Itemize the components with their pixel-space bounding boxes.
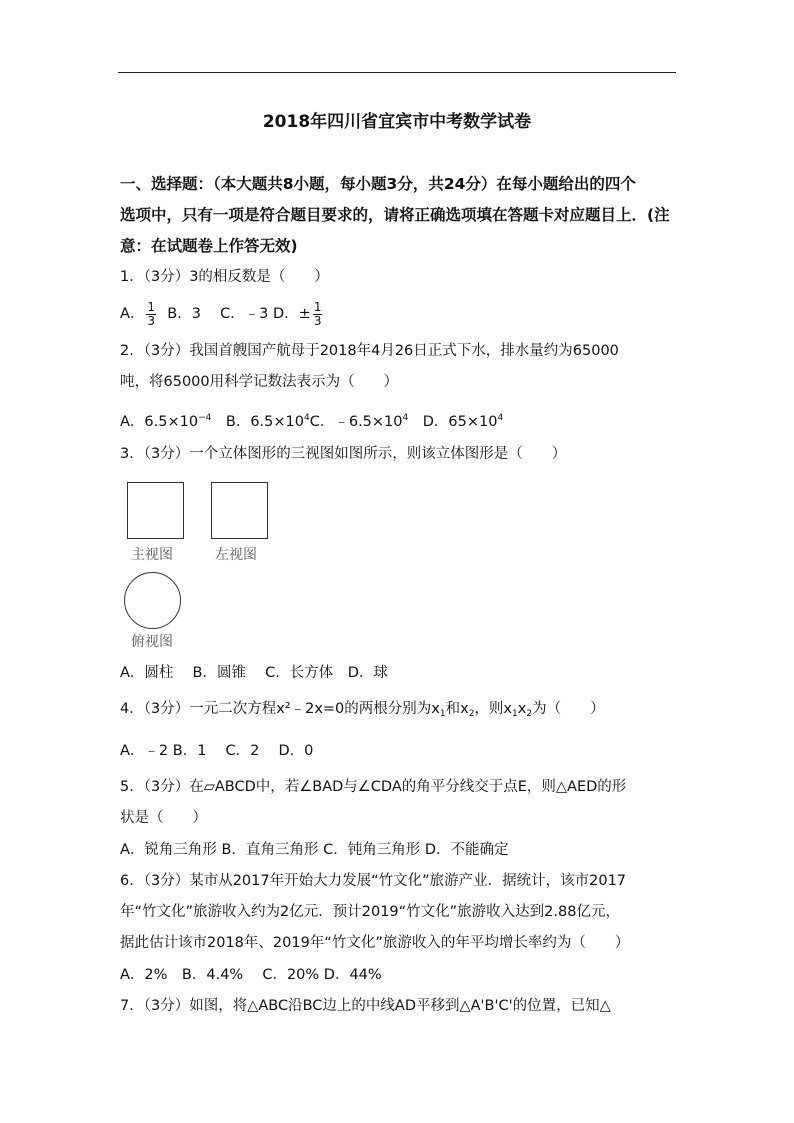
q4-text-3: ，则x	[474, 701, 513, 717]
question-1-options	[120, 300, 324, 328]
q4-subscript: 2	[468, 709, 475, 719]
section-heading-line1: 一、选择题：（本大题共8小题，每小题3分，共24分）在每小题给出的四个	[120, 175, 636, 193]
top-view-label: 俯视图	[131, 634, 173, 650]
header-rule	[118, 72, 676, 73]
question-4-stem	[120, 699, 605, 724]
page-title: 2018年四川省宜宾市中考数学试卷	[262, 112, 532, 132]
question-2-line1: 2．（3分）我国首艘国产航母于2018年4月26日正式下水，排水量约为65000	[120, 343, 619, 359]
q1-option-a-label: A．	[120, 306, 145, 322]
q2-option-c: C．﹣6.5×10	[309, 414, 403, 430]
left-view-label: 左视图	[215, 547, 257, 563]
q1-options-bcd: B．3 C．﹣3 D．±	[167, 306, 311, 322]
q1-option-d-fraction	[313, 301, 323, 328]
q2-option-a: A．6.5×10	[120, 414, 199, 430]
q2-option-a-exponent: −4	[198, 413, 212, 423]
q4-subscript: 1	[439, 709, 446, 719]
q1-option-a-fraction	[146, 301, 156, 328]
question-2-options	[120, 408, 503, 432]
fraction-denominator: 3	[313, 313, 322, 328]
q2-option-d: D．65×10	[408, 414, 498, 430]
section-heading-line3: 意：在试题卷上作答无效)	[120, 237, 298, 255]
q4-text-4: x	[517, 701, 527, 717]
q4-subscript: 2	[526, 709, 533, 719]
q4-text-2: 和x	[445, 701, 469, 717]
fraction-numerator: 1	[147, 299, 156, 314]
question-3-options: A．圆柱 B．圆锥 C．长方体 D．球	[120, 665, 388, 681]
question-1-stem: 1．（3分）3的相反数是（ ）	[120, 269, 329, 285]
q2-option-b-exponent: 4	[303, 413, 310, 423]
q4-text-1: 4．（3分）一元二次方程x²﹣2x=0的两根分别为x	[120, 701, 440, 717]
question-5-line1: 5．（3分）在▱ABCD中，若∠BAD与∠CDA的角平分线交于点E，则△AED的形	[120, 779, 627, 795]
q2-option-c-exponent: 4	[402, 413, 409, 423]
left-view-square	[211, 482, 268, 539]
question-5-options: A．锐角三角形 B．直角三角形 C．钝角三角形 D．不能确定	[120, 842, 509, 858]
question-5-line2: 状是（ ）	[120, 810, 207, 826]
question-2-line2: 吨，将65000用科学记数法表示为（ ）	[120, 374, 399, 390]
question-7-line1: 7．（3分）如图，将△ABC沿BC边上的中线AD平移到△A'B'C'的位置，已知△	[120, 998, 611, 1014]
front-view-square	[127, 482, 184, 539]
fraction-denominator: 3	[147, 313, 156, 328]
q4-subscript: 1	[512, 709, 518, 719]
question-6-options: A．2% B．4.4% C．20% D．44%	[120, 967, 382, 983]
top-view-circle	[124, 572, 181, 629]
front-view-label: 主视图	[131, 547, 173, 563]
fraction-numerator: 1	[313, 299, 322, 314]
question-3-stem: 3．（3分）一个立体图形的三视图如图所示，则该立体图形是（ ）	[120, 446, 567, 462]
question-6-line2: 年“竹文化”旅游收入约为2亿元．预计2019“竹文化”旅游收入达到2.88亿元，	[120, 904, 620, 920]
q2-option-b: B．6.5×10	[211, 414, 304, 430]
question-6-line3: 据此估计该市2018年、2019年“竹文化”旅游收入的年平均增长率约为（ ）	[120, 935, 630, 951]
question-6-line1: 6．（3分）某市从2017年开始大力发展“竹文化”旅游产业．据统计，该市2017	[120, 873, 627, 889]
question-4-options: A．﹣2 B．1 C．2 D．0	[120, 743, 314, 759]
q2-option-d-exponent: 4	[497, 413, 504, 423]
q4-text-5: 为（ ）	[532, 701, 605, 717]
section-heading-line2: 选项中，只有一项是符合题目要求的，请将正确选项填在答题卡对应题目上．(注	[120, 206, 670, 224]
